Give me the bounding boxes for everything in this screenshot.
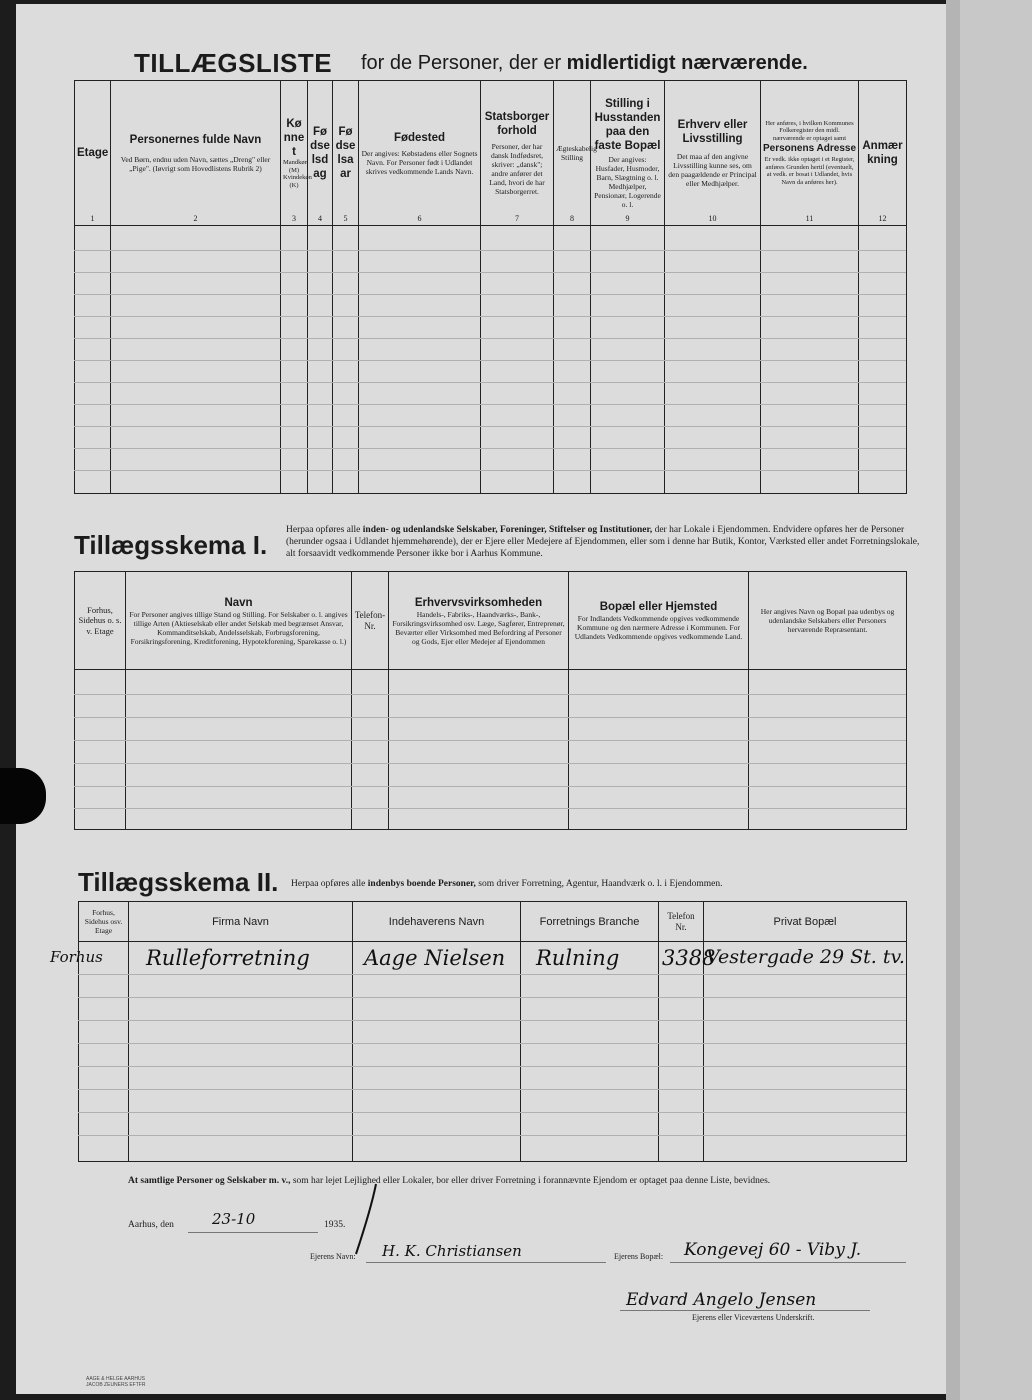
printer-stamp: AAGE & HELGE AARHUS JACOB ZEUNERS EFTFR [86, 1376, 146, 1388]
skema1-col-bopael: Bopæl eller Hjemsted For Indlandets Vedkommende opgives vedkommende Kommune og den nærmere Adresse i Kommunen. For Udlandets Vedkommende opgives vedkommende Land. [569, 572, 749, 670]
binder-clip [0, 768, 46, 824]
col-citizenship: Statsborgerforhold Personer, der har dansk Indfødsret, skriver: „dansk"; andre anfører det Land, hvori de har Statsborgerret. 7 [481, 81, 554, 226]
list-header-row [75, 81, 907, 226]
skema1-col-erhverv: Erhvervsvirksomheden Handels-, Fabriks-, Haandværks-, Bank-, Forsikringsvirksomhed osv. Læge, Sagfører, Entreprenør, Beværter eller Virksomhed med Befordring af Personer og Gods, Ejer eller Medejer af Ejendommen [389, 572, 569, 670]
skema2-col-branche: Forretnings Branche [521, 902, 659, 942]
skema2-col-etage: Forhus, Sidehus osv. Etage [79, 902, 129, 942]
col-birthday: Fødselsdag 4 [308, 81, 333, 226]
skema2-col-indehaver: Indehaverens Navn [353, 902, 521, 942]
col-occupation: Erhverv eller Livsstilling Det maa af den angivne Livsstilling kunne ses, om den paagældende er Principal eller Medhjælper. 10 [665, 81, 761, 226]
skema1-col-etage: Forhus, Sidehus o. s. v. Etage [75, 572, 126, 670]
owner-address-label: Ejerens Bopæl: [614, 1252, 664, 1261]
col-birthyear: Fødselsaar 5 [333, 81, 359, 226]
skema1-description: Herpaa opføres alle inden- og udenlandske Selskaber, Foreninger, Stiftelser og Institutioner, der har Lokale i Ejendommen. Endvidere opføres her de Personer (herunder ogsaa i Udlandet hjemmehørende), der er Ejere eller Medejere af Ejendommen, eller som i denne har Butik, Kontor, Værksted eller andet Forretningslokale, alt forsaavidt vedkommende Personer ikke bor i Aarhus Kommune. [286, 525, 920, 559]
skema1-table [74, 571, 907, 670]
form-page [16, 4, 946, 1394]
col-etage: Etage 1 [75, 81, 111, 226]
list-subtitle: for de Personer, der er midlertidigt nærværende. [361, 52, 808, 74]
entry-etage: Forhus [50, 948, 103, 966]
date-value: 23-10 [212, 1210, 256, 1228]
col-household: Stilling i Husstanden paa den faste Bopæl Der angives: Husfader, Husmoder, Barn, Slægtning o. l. Medhjælper, Pensionær, Logerende o. l. 9 [591, 81, 665, 226]
entry-telefon: 3388 [662, 946, 716, 970]
caretaker-signature: Edvard Angelo Jensen [626, 1290, 817, 1310]
skema2-col-bopael: Privat Bopæl [704, 902, 907, 942]
col-gender: Kønnet Mandkøn (M) Kvindekøn (K) 3 [281, 81, 308, 226]
owner-address-value: Kongevej 60 - Viby J. [684, 1240, 862, 1260]
skema2-title: Tillægsskema II. [78, 867, 279, 897]
declaration: At samtlige Personer og Selskaber m. v., som har lejet Lejlighed eller Lokaler, bor eller driver Forretning i forannævnte Ejendom er optaget paa denne Liste, bevidnes. [128, 1176, 771, 1186]
col-birthplace: Fødested Der angives: Købstadens eller Sognets Navn. For Personer født i Udlandet skrives vedkommende Lands Navn. 6 [359, 81, 481, 226]
signature-mark-icon [346, 1180, 386, 1260]
signature-label: Ejerens eller Viceværtens Underskrift. [692, 1313, 815, 1322]
entry-branche: Rulning [536, 946, 620, 970]
entry-firma: Rulleforretning [146, 946, 310, 970]
entry-indehaver: Aage Nielsen [364, 946, 506, 970]
owner-name-value: H. K. Christiansen [382, 1242, 522, 1260]
skema1-col-telefon: Telefon-Nr. [352, 572, 389, 670]
skema1-col-navn: Navn For Personer angives tillige Stand og Stilling. For Selskaber o. l. angives tillige Arten (Aktieselskab eller andet Selskab med begrænset Ansvar, Kommanditselskab, Andelsselskab, Forbrugsforening, Forsikringsforening, Kreditforening, Hypotekforening, Sparekasse o. l.) [126, 572, 352, 670]
adjacent-page [946, 0, 1032, 1400]
skema2-col-firma: Firma Navn [129, 902, 353, 942]
col-name: Personernes fulde Navn Ved Børn, endnu uden Navn, sættes „Dreng" eller „Pige". (Iøvrigt som Hovedlistens Rubrik 2) 2 [111, 81, 281, 226]
year-value: 1935. [324, 1220, 346, 1230]
skema2-table [78, 901, 907, 942]
owner-name-label: Ejerens Navn: [310, 1252, 356, 1261]
list-table [74, 80, 907, 226]
skema2-col-telefon: Telefon Nr. [659, 902, 704, 942]
skema2-description: Herpaa opføres alle indenbys boende Personer, som driver Forretning, Agentur, Haandværk o. l. i Ejendommen. [291, 879, 723, 889]
skema1-header-row [75, 572, 907, 670]
list-title: TILLÆGSLISTE [134, 48, 333, 78]
col-address: Her anføres, i hvilken Kommunes Folkeregister den midl. nærværende er optaget samt Personens Adresse Er vedk. ikke optaget i et Register, anføres Grunden hertil (eventuelt, at vedk. er bosat i Udlandet, hvis Navn da anføres her). 11 [761, 81, 859, 226]
skema1-title: Tillægsskema I. [74, 530, 268, 560]
skema1-col-repr: Her angives Navn og Bopæl paa udenbys og udenlandske Selskabers eller Personers herværende Repræsentant. [749, 572, 907, 670]
col-marital: Ægteskabelig Stilling 8 [554, 81, 591, 226]
skema2-header-row [79, 902, 907, 942]
place-label: Aarhus, den [128, 1220, 174, 1230]
col-remarks: Anmærkning 12 [859, 81, 907, 226]
entry-bopael: Vestergade 29 St. tv. [706, 946, 905, 968]
